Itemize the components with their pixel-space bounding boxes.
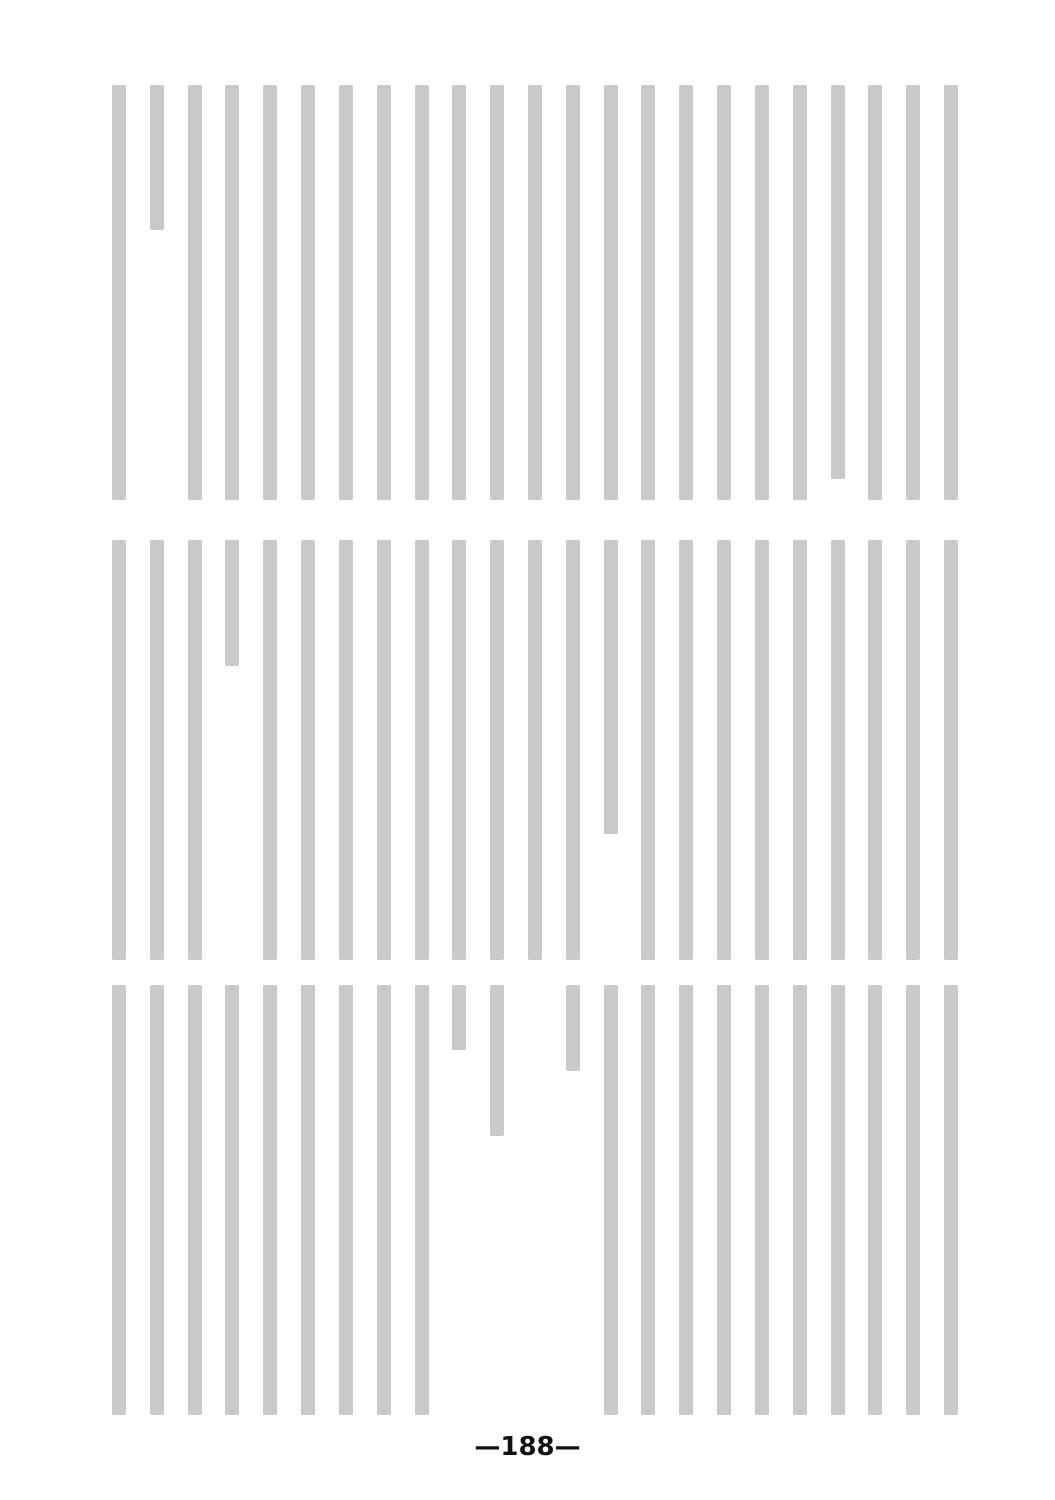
- text-column-redacted: [188, 85, 202, 500]
- text-column-redacted: [263, 985, 277, 1415]
- text-column-redacted: [112, 985, 126, 1415]
- text-column-redacted: [225, 985, 239, 1415]
- text-column-redacted: [528, 85, 542, 500]
- page-number: —188—: [474, 1432, 581, 1462]
- text-column-redacted: [641, 985, 655, 1415]
- text-column-redacted: [944, 85, 958, 500]
- text-column-redacted: [566, 985, 580, 1071]
- text-column-redacted: [641, 540, 655, 960]
- text-column-redacted: [339, 85, 353, 500]
- text-column-redacted: [831, 985, 845, 1415]
- text-column-redacted: [301, 985, 315, 1415]
- text-column-redacted: [415, 85, 429, 500]
- text-column-redacted: [906, 540, 920, 960]
- text-column-redacted: [566, 540, 580, 960]
- text-column-redacted: [112, 85, 126, 500]
- text-column-redacted: [604, 85, 618, 500]
- text-column-redacted: [793, 85, 807, 500]
- text-column-redacted: [717, 540, 731, 960]
- text-column-redacted: [755, 540, 769, 960]
- text-tier-middle: [100, 540, 970, 960]
- text-column-redacted: [755, 985, 769, 1415]
- text-column-redacted: [717, 85, 731, 500]
- text-column-redacted: [604, 540, 618, 834]
- text-column-redacted: [225, 540, 239, 666]
- text-column-redacted: [944, 985, 958, 1415]
- text-column-redacted: [717, 985, 731, 1415]
- text-column-redacted: [339, 540, 353, 960]
- text-column-redacted: [301, 540, 315, 960]
- text-tier-top: [100, 85, 970, 500]
- text-column-redacted: [452, 985, 466, 1050]
- text-column-redacted: [188, 985, 202, 1415]
- text-tier-bottom: [100, 985, 970, 1415]
- text-column-redacted: [604, 985, 618, 1415]
- text-column-redacted: [112, 540, 126, 960]
- text-column-redacted: [415, 540, 429, 960]
- text-column-redacted: [906, 985, 920, 1415]
- text-column-redacted: [225, 85, 239, 500]
- text-column-redacted: [641, 85, 655, 500]
- text-column-redacted: [452, 540, 466, 960]
- text-column-redacted: [755, 85, 769, 500]
- text-column-redacted: [906, 85, 920, 500]
- text-column-redacted: [566, 85, 580, 500]
- text-column-redacted: [868, 985, 882, 1415]
- text-column-redacted: [831, 540, 845, 960]
- text-column-redacted: [490, 85, 504, 500]
- text-column-redacted: [263, 85, 277, 500]
- text-column-redacted: [490, 985, 504, 1136]
- text-column-redacted: [944, 540, 958, 960]
- text-column-redacted: [831, 85, 845, 479]
- text-column-redacted: [679, 540, 693, 960]
- text-column-redacted: [490, 540, 504, 960]
- text-column-redacted: [868, 85, 882, 500]
- text-column-redacted: [377, 85, 391, 500]
- text-column-redacted: [188, 540, 202, 960]
- text-column-redacted: [679, 985, 693, 1415]
- text-column-redacted: [263, 540, 277, 960]
- text-column-redacted: [339, 985, 353, 1415]
- text-column-redacted: [150, 85, 164, 230]
- text-column-redacted: [793, 985, 807, 1415]
- text-column-redacted: [377, 985, 391, 1415]
- text-column-redacted: [679, 85, 693, 500]
- text-column-redacted: [150, 540, 164, 960]
- text-column-redacted: [150, 985, 164, 1415]
- text-column-redacted: [868, 540, 882, 960]
- text-column-redacted: [301, 85, 315, 500]
- text-column-redacted: [793, 540, 807, 960]
- text-column-redacted: [377, 540, 391, 960]
- text-column-redacted: [415, 985, 429, 1415]
- text-column-redacted: [452, 85, 466, 500]
- text-column-redacted: [528, 540, 542, 960]
